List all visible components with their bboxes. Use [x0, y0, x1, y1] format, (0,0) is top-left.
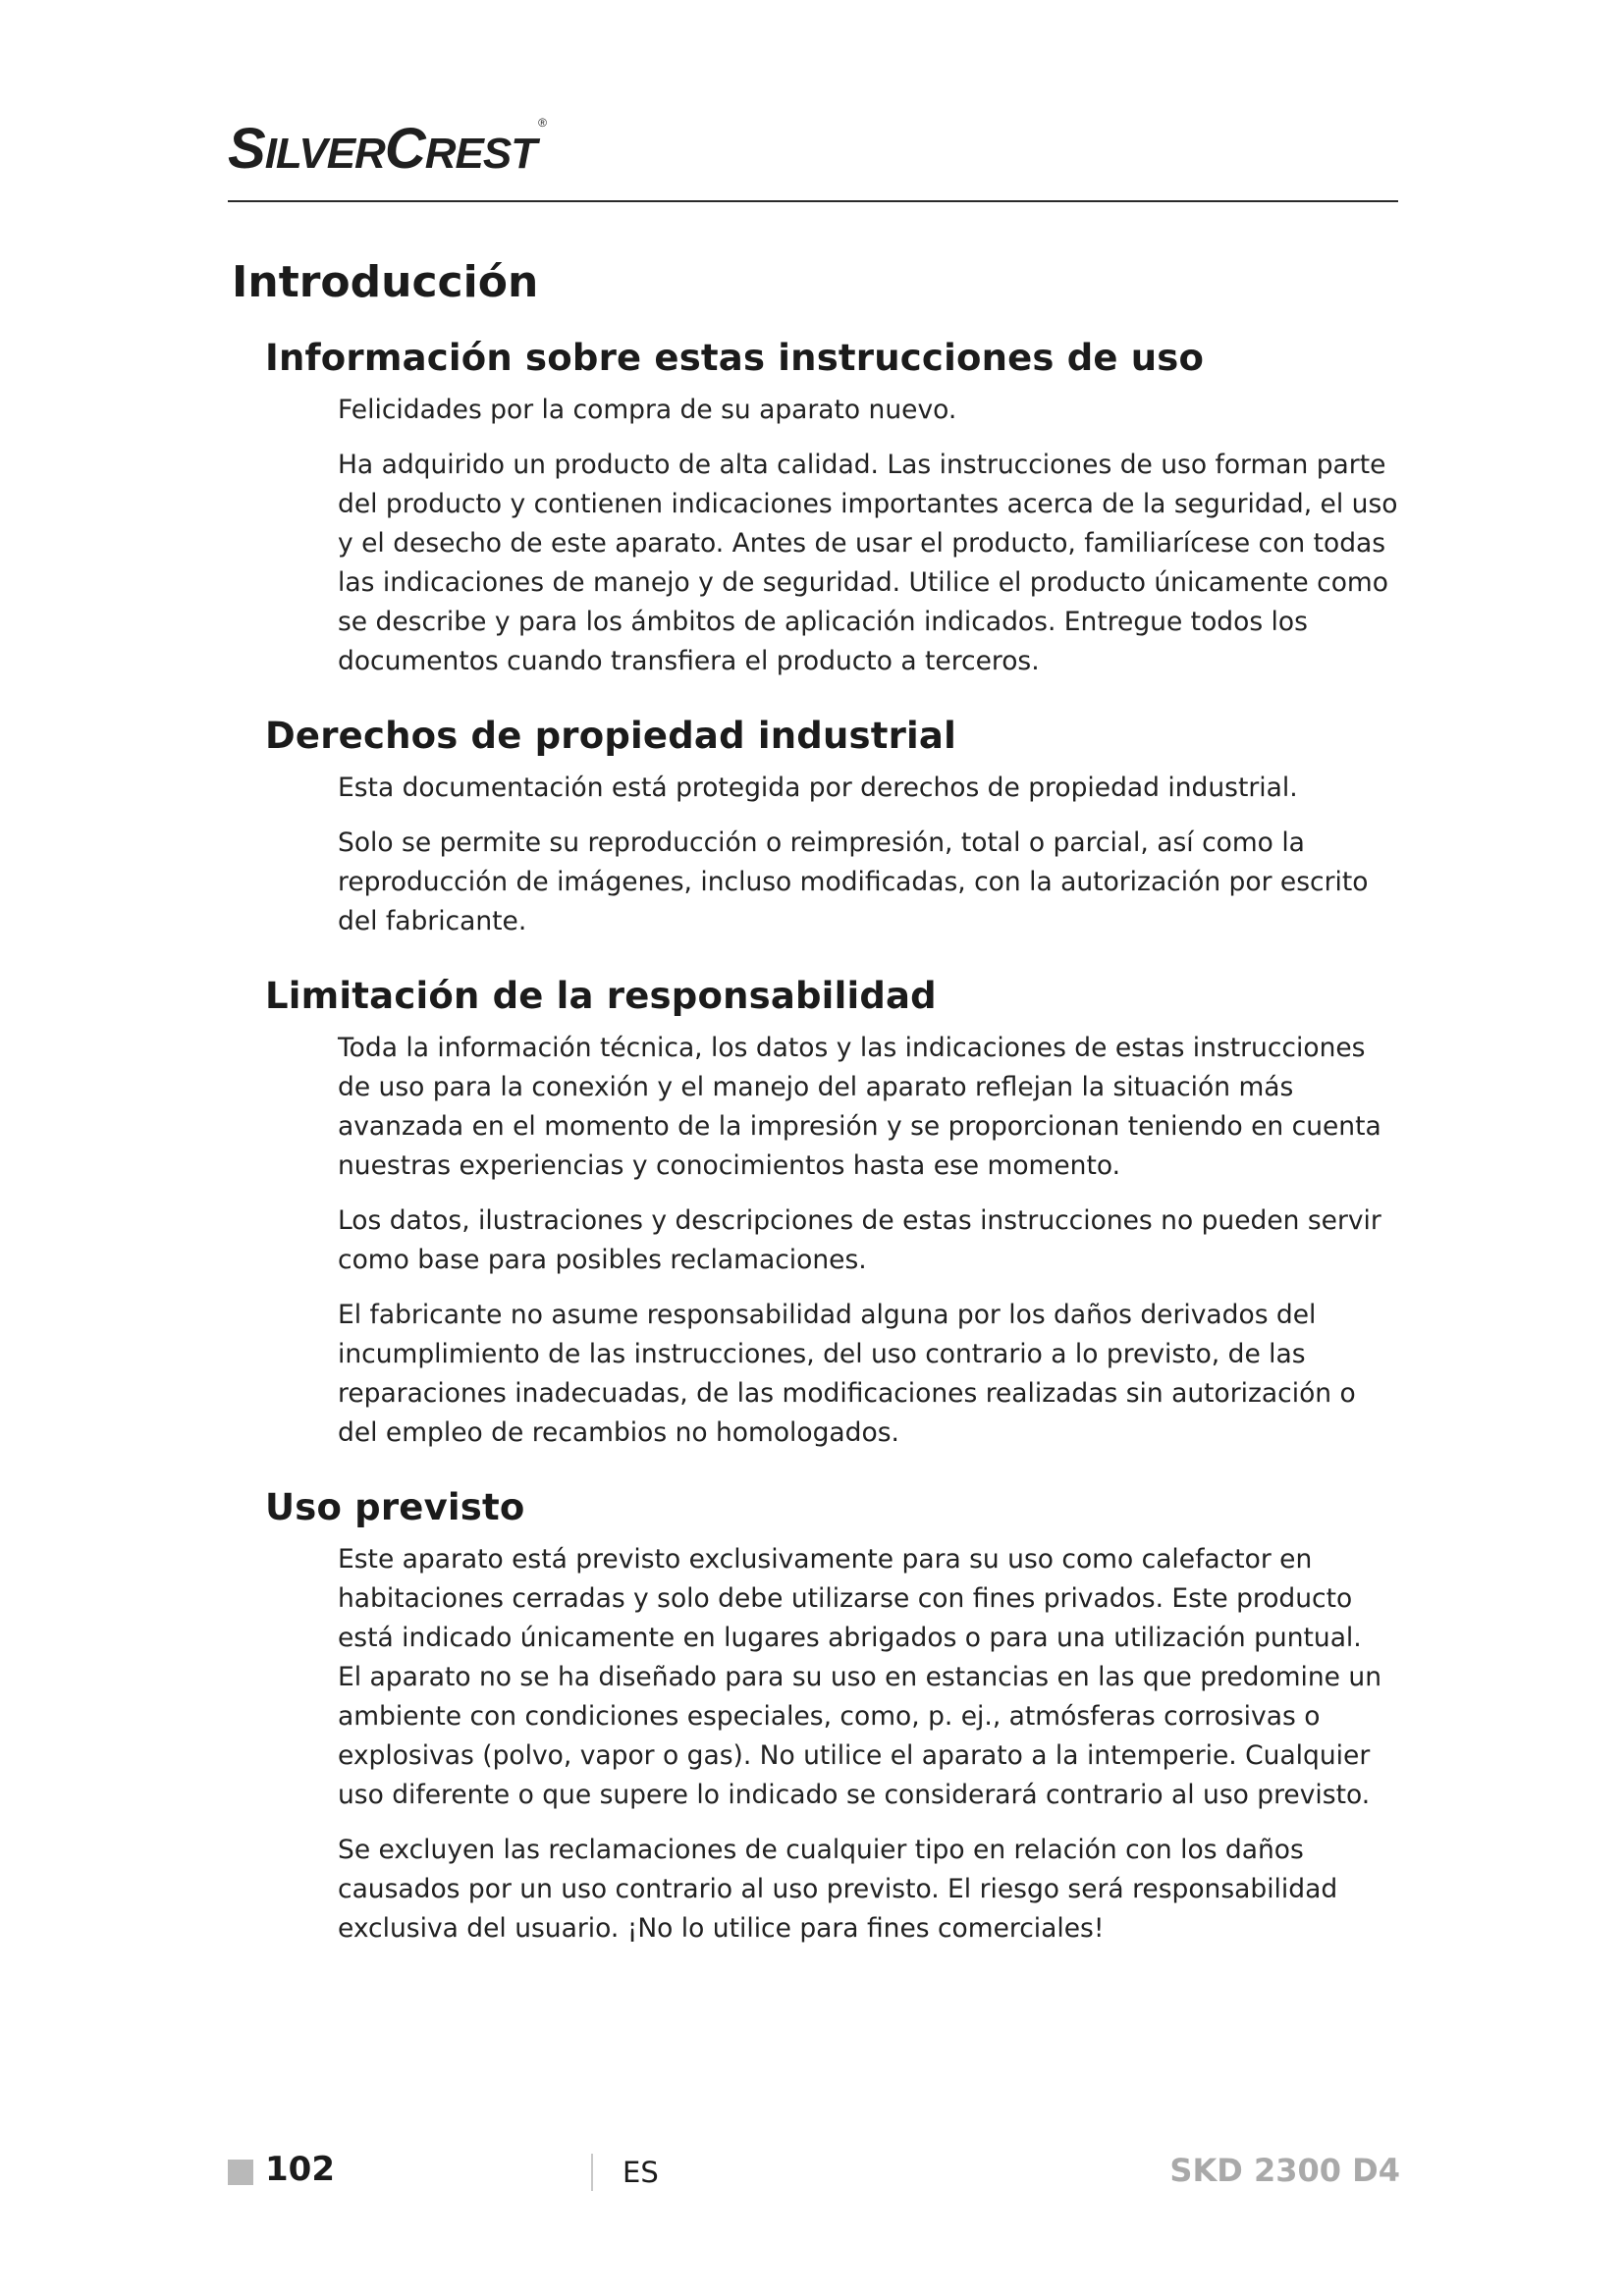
section-liability: [265, 975, 1400, 1453]
paragraph: Esta documentación está protegida por derechos de propiedad industrial.: [338, 773, 1298, 803]
language-code: ES: [623, 2156, 659, 2189]
paragraph: El aparato no se ha diseñado para su uso en estancias en las que predomine un ambiente con condiciones especiales, como, p. ej., atmósferas corrosivas o explosivas (polvo, vapor o gas). No utilice el aparato a la intemperie. Cualquier uso diferente o que supere lo indicado se considerará contrario al uso previsto.: [338, 1662, 1382, 1810]
page-title: Introducción: [232, 257, 539, 307]
logo-letter-s: S: [228, 117, 265, 181]
section-title: Derechos de propiedad industrial: [265, 715, 956, 757]
section-title: Uso previsto: [265, 1486, 525, 1528]
registered-mark: ®: [538, 116, 546, 130]
brand-logo: [228, 116, 546, 182]
page-content: [232, 257, 1400, 1949]
page-number: 102: [265, 2150, 335, 2189]
page-footer: [228, 2150, 1400, 2193]
model-number: SKD 2300 D4: [1169, 2152, 1400, 2189]
logo-text-ilver: ILVER: [264, 130, 385, 178]
paragraph: Este aparato está previsto exclusivamente para su uso como calefactor en habitaciones cerradas y solo debe utilizarse con fines privados. Este producto está indicado únicamente en lugares abrigados o para una utilización puntual.: [338, 1544, 1362, 1653]
paragraph: Los datos, ilustraciones y descripciones de estas instrucciones no pueden servir como base para posibles reclamaciones.: [338, 1205, 1381, 1275]
paragraph: Solo se permite su reproducción o reimpresión, total o parcial, así como la reproducción de imágenes, incluso modificadas, con la autorización por escrito del fabricante.: [338, 828, 1369, 936]
paragraph: Toda la información técnica, los datos y las indicaciones de estas instrucciones de uso para la conexión y el manejo del aparato reflejan la situación más avanzada en el momento de la impresión y se proporcionan teniendo en cuenta nuestras experiencias y conocimientos hasta ese momento.: [338, 1033, 1381, 1181]
footer-divider: [591, 2154, 593, 2191]
section-intended-use: [265, 1486, 1400, 1949]
paragraph: Se excluyen las reclamaciones de cualquier tipo en relación con los daños causados por un uso contrario al uso previsto. El riesgo será responsabilidad exclusiva del usuario. ¡No lo utilice para fines comerciales!: [338, 1835, 1338, 1944]
section-industrial-property: [265, 715, 1400, 941]
header-rule: [228, 200, 1398, 202]
section-instructions-info: [265, 337, 1400, 681]
logo-letter-c: C: [384, 117, 425, 181]
paragraph: El fabricante no asume responsabilidad alguna por los daños derivados del incumplimiento de las instrucciones, del uso contrario a lo previsto, de las reparaciones inadecuadas, de las modificaciones realizadas sin autorización o del empleo de recambios no homologados.: [338, 1300, 1356, 1448]
section-title: Limitación de la responsabilidad: [265, 975, 937, 1017]
logo-text-rest: REST: [424, 130, 537, 178]
paragraph: Ha adquirido un producto de alta calidad. Las instrucciones de uso forman parte del producto y contienen indicaciones importantes acerca de la seguridad, el uso y el desecho de este aparato. Antes de usar el producto, familiarícese con todas las indicaciones de manejo y de seguridad. Utilice el producto únicamente como se describe y para los ámbitos de aplicación indicados. Entregue todos los documentos cuando transfiera el producto a terceros.: [338, 450, 1398, 676]
section-title: Información sobre estas instrucciones de uso: [265, 337, 1205, 379]
paragraph: Felicidades por la compra de su aparato nuevo.: [338, 395, 957, 425]
page-marker-icon: [228, 2160, 253, 2185]
